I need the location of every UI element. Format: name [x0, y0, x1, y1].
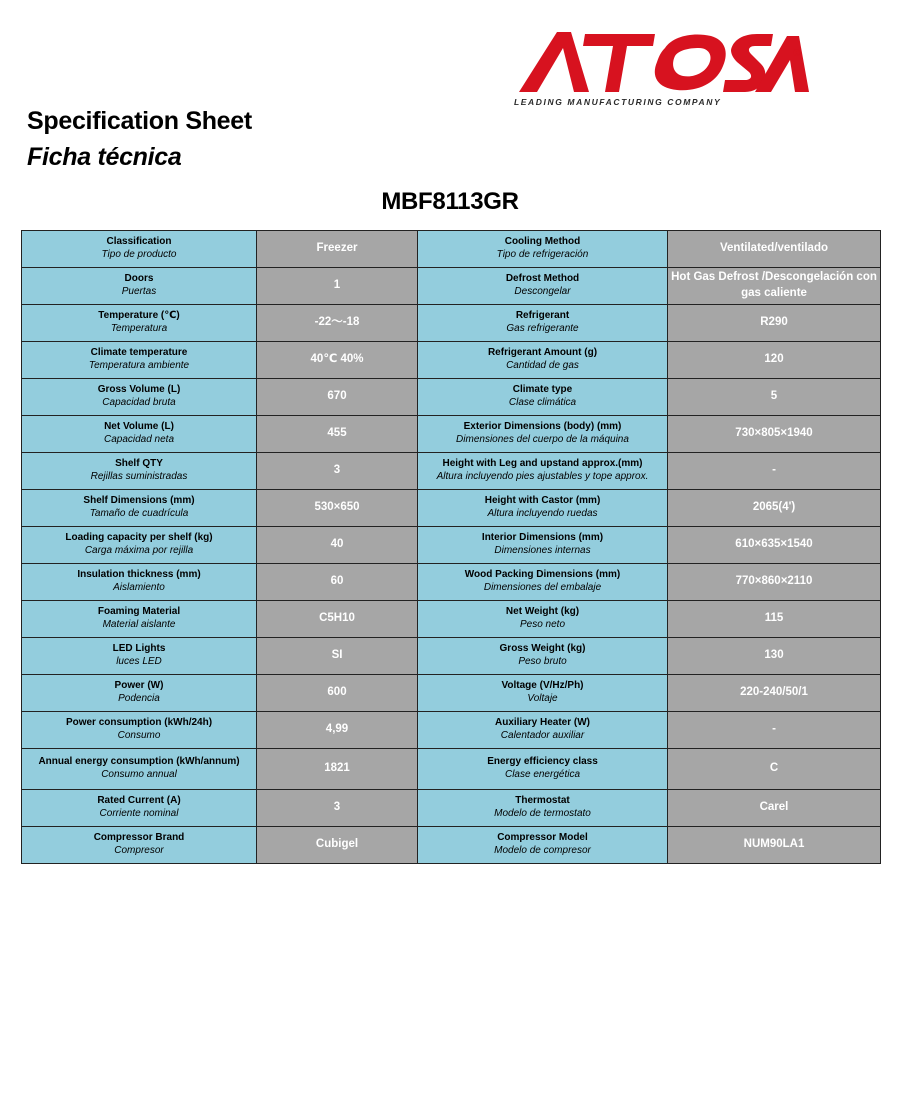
spec-value: 455: [257, 416, 418, 453]
spec-row: [22, 490, 881, 527]
spec-label-cell: [418, 305, 668, 342]
spec-value: 530×650: [257, 490, 418, 527]
spec-label-spanish: Temperatura ambiente: [88, 360, 190, 371]
spec-label-english: Energy efficiency class: [487, 756, 598, 768]
spec-label-english: Height with Leg and upstand approx.(mm): [442, 458, 643, 470]
spec-label-cell: [22, 749, 257, 790]
spec-label-cell: [418, 527, 668, 564]
spec-label-english: Gross Weight (kg): [499, 643, 586, 655]
spec-row: [22, 416, 881, 453]
spec-value: 610×635×1540: [668, 527, 881, 564]
page-title-spanish: Ficha técnica: [27, 143, 182, 171]
spec-row: [22, 601, 881, 638]
spec-label-spanish: Temperatura: [110, 323, 168, 334]
spec-label-english: Doors: [124, 273, 154, 285]
spec-label-spanish: Capacidad bruta: [102, 397, 176, 408]
spec-label-cell: [418, 638, 668, 675]
spec-label-cell: [418, 827, 668, 864]
spec-label-cell: [22, 342, 257, 379]
registered-mark: ®: [793, 48, 801, 59]
spec-label-english: Insulation thickness (mm): [77, 569, 201, 581]
spec-label-cell: [22, 827, 257, 864]
spec-value: 120: [668, 342, 881, 379]
spec-label-cell: [22, 453, 257, 490]
spec-value: -22～-18: [257, 305, 418, 342]
specification-table: [21, 230, 881, 864]
spec-row: [22, 712, 881, 749]
model-number: MBF8113GR: [381, 188, 519, 215]
spec-label-cell: [22, 601, 257, 638]
spec-row: [22, 379, 881, 416]
spec-row: [22, 453, 881, 490]
spec-label-cell: [418, 379, 668, 416]
spec-value: Carel: [668, 790, 881, 827]
spec-value: SI: [257, 638, 418, 675]
spec-label-spanish: Altura incluyendo pies ajustables y tope approx.: [436, 471, 649, 482]
spec-label-cell: [418, 790, 668, 827]
spec-label-spanish: Cantidad de gas: [506, 360, 579, 371]
spec-label-spanish: Compresor: [114, 845, 164, 856]
spec-value: 60: [257, 564, 418, 601]
spec-row: [22, 527, 881, 564]
spec-label-cell: [22, 305, 257, 342]
spec-label-spanish: luces LED: [116, 656, 162, 667]
spec-value: Hot Gas Defrost /Descongelación con gas caliente: [668, 268, 881, 305]
spec-label-cell: [22, 490, 257, 527]
spec-row: [22, 790, 881, 827]
spec-label-cell: [22, 268, 257, 305]
spec-label-english: Exterior Dimensions (body) (mm): [463, 421, 622, 433]
spec-value: 670: [257, 379, 418, 416]
spec-label-english: Climate type: [512, 384, 573, 396]
spec-row: [22, 231, 881, 268]
spec-label-english: Height with Castor (mm): [484, 495, 601, 507]
spec-label-cell: [418, 675, 668, 712]
spec-label-spanish: Tamaño de cuadrícula: [89, 508, 189, 519]
spec-label-english: LED Lights: [112, 643, 166, 655]
spec-label-cell: [22, 564, 257, 601]
spec-label-spanish: Tipo de producto: [101, 249, 177, 260]
page-title: Specification Sheet: [27, 107, 252, 135]
spec-label-cell: [22, 416, 257, 453]
spec-label-english: Loading capacity per shelf (kg): [65, 532, 213, 544]
spec-label-english: Voltage (V/Hz/Ph): [501, 680, 584, 692]
spec-label-spanish: Dimensiones internas: [494, 545, 591, 556]
spec-label-english: Power consumption (kWh/24h): [65, 717, 213, 729]
spec-value: C: [668, 749, 881, 790]
spec-label-spanish: Consumo annual: [101, 769, 177, 780]
spec-label-cell: [22, 527, 257, 564]
spec-value: 4,99: [257, 712, 418, 749]
spec-value: 5: [668, 379, 881, 416]
spec-label-spanish: Rejillas suministradas: [90, 471, 188, 482]
spec-value: 40℃ 40%: [257, 342, 418, 379]
spec-value: 3: [257, 453, 418, 490]
spec-label-english: Temperature (℃): [98, 310, 180, 322]
spec-value: 40: [257, 527, 418, 564]
spec-row: [22, 749, 881, 790]
spec-label-english: Defrost Method: [505, 273, 580, 285]
spec-label-cell: [418, 231, 668, 268]
spec-label-cell: [418, 712, 668, 749]
spec-value: Ventilated/ventilado: [668, 231, 881, 268]
spec-label-spanish: Peso bruto: [518, 656, 567, 667]
spec-value: 600: [257, 675, 418, 712]
spec-label-english: Gross Volume (L): [97, 384, 181, 396]
spec-value: 770×860×2110: [668, 564, 881, 601]
spec-label-cell: [418, 416, 668, 453]
spec-label-english: Auxiliary Heater (W): [494, 717, 591, 729]
spec-label-cell: [418, 749, 668, 790]
spec-label-cell: [418, 342, 668, 379]
spec-label-cell: [22, 790, 257, 827]
spec-label-spanish: Dimensiones del embalaje: [483, 582, 602, 593]
spec-label-english: Power (W): [114, 680, 164, 692]
spec-label-english: Rated Current (A): [97, 795, 181, 807]
spec-label-english: Net Volume (L): [104, 421, 174, 433]
spec-label-spanish: Peso neto: [519, 619, 566, 630]
spec-label-spanish: Puertas: [121, 286, 157, 297]
spec-label-english: Shelf Dimensions (mm): [83, 495, 195, 507]
spec-label-spanish: Modelo de compresor: [494, 845, 591, 856]
spec-label-spanish: Descongelar: [514, 286, 571, 297]
spec-row: [22, 305, 881, 342]
spec-value: 1821: [257, 749, 418, 790]
specification-table-body: [22, 231, 881, 864]
spec-row: [22, 342, 881, 379]
spec-row: [22, 268, 881, 305]
spec-row: [22, 827, 881, 864]
spec-label-english: Foaming Material: [97, 606, 181, 618]
spec-label-spanish: Dimensiones del cuerpo de la máquina: [456, 434, 629, 445]
spec-label-cell: [22, 231, 257, 268]
spec-label-spanish: Calentador auxiliar: [500, 730, 585, 741]
spec-label-english: Compressor Brand: [93, 832, 185, 844]
spec-value: -: [668, 453, 881, 490]
spec-label-spanish: Capacidad neta: [103, 434, 175, 445]
spec-label-cell: [418, 490, 668, 527]
spec-value: 3: [257, 790, 418, 827]
spec-label-spanish: Modelo de termostato: [494, 808, 591, 819]
spec-label-english: Cooling Method: [504, 236, 581, 248]
spec-value: Cubigel: [257, 827, 418, 864]
spec-label-cell: [22, 638, 257, 675]
spec-value: 730×805×1940: [668, 416, 881, 453]
atosa-logo-mark: [505, 22, 815, 102]
spec-label-spanish: Clase energética: [504, 769, 581, 780]
spec-label-spanish: Altura incluyendo ruedas: [487, 508, 598, 519]
spec-label-english: Compressor Model: [497, 832, 588, 844]
spec-row: [22, 638, 881, 675]
spec-value: 1: [257, 268, 418, 305]
spec-label-english: Interior Dimensions (mm): [481, 532, 604, 544]
spec-label-cell: [22, 712, 257, 749]
spec-label-spanish: Corriente nominal: [99, 808, 179, 819]
spec-row: [22, 675, 881, 712]
spec-label-english: Thermostat: [515, 795, 570, 807]
spec-label-english: Shelf QTY: [115, 458, 163, 470]
spec-value: R290: [668, 305, 881, 342]
spec-value: NUM90LA1: [668, 827, 881, 864]
spec-label-spanish: Material aislante: [102, 619, 176, 630]
spec-label-spanish: Tipo de refrigeración: [496, 249, 589, 260]
spec-value: -: [668, 712, 881, 749]
spec-label-cell: [22, 675, 257, 712]
spec-value: Freezer: [257, 231, 418, 268]
spec-value: C5H10: [257, 601, 418, 638]
spec-label-cell: [418, 601, 668, 638]
spec-label-spanish: Consumo: [117, 730, 161, 741]
spec-value: 220-240/50/1: [668, 675, 881, 712]
spec-label-spanish: Clase climática: [508, 397, 577, 408]
brand-tagline: LEADING MANUFACTURING COMPANY: [514, 97, 722, 107]
spec-value: 115: [668, 601, 881, 638]
spec-label-spanish: Carga máxima por rejilla: [84, 545, 194, 556]
spec-label-english: Refrigerant: [515, 310, 570, 322]
spec-label-english: Wood Packing Dimensions (mm): [464, 569, 621, 581]
spec-label-cell: [418, 268, 668, 305]
spec-label-spanish: Aislamiento: [113, 582, 165, 593]
spec-label-cell: [418, 453, 668, 490]
spec-label-english: Net Weight (kg): [505, 606, 580, 618]
spec-row: [22, 564, 881, 601]
spec-label-spanish: Voltaje: [527, 693, 558, 704]
spec-label-english: Refrigerant Amount (g): [487, 347, 598, 359]
spec-label-english: Annual energy consumption (kWh/annum): [38, 756, 240, 768]
spec-value: 2065(4'): [668, 490, 881, 527]
spec-label-spanish: Podencia: [118, 693, 160, 704]
spec-label-cell: [22, 379, 257, 416]
spec-label-english: Climate temperature: [90, 347, 188, 359]
spec-label-cell: [418, 564, 668, 601]
spec-label-english: Classification: [106, 236, 172, 248]
spec-label-spanish: Gas refrigerante: [506, 323, 579, 334]
spec-value: 130: [668, 638, 881, 675]
